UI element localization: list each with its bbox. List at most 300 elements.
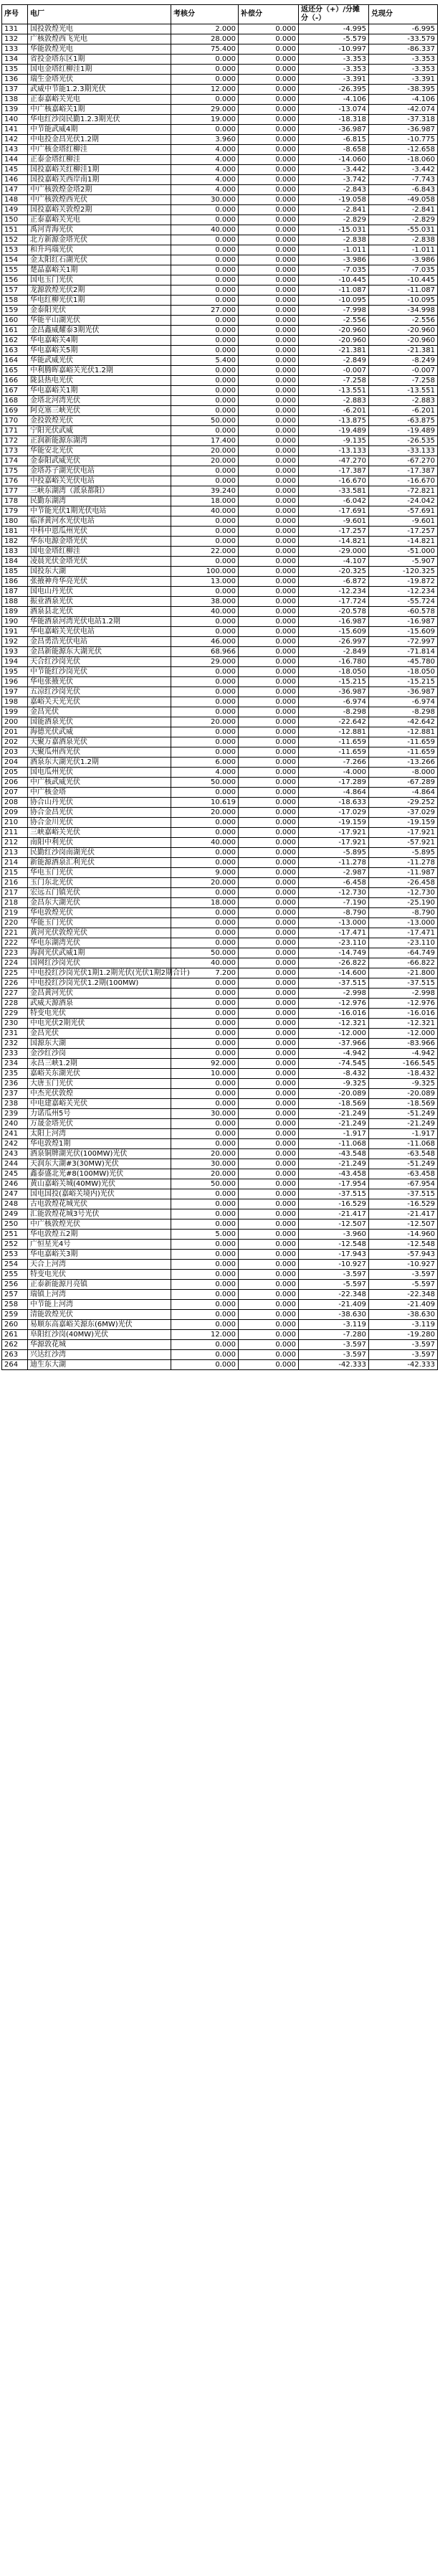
table-row [2,145,438,155]
return-share-score: -26.997 [299,637,369,647]
compensation-score: 0.000 [239,1310,299,1320]
compensation-score: 0.000 [239,1119,299,1129]
table-row [2,366,438,376]
return-share-score: -13.000 [299,918,369,928]
row-index: 169 [2,406,28,416]
compensation-score: 0.000 [239,316,299,326]
assessment-score: 0.000 [171,265,239,275]
assessment-score: 18.000 [171,496,239,506]
row-index: 230 [2,1019,28,1029]
row-index: 176 [2,476,28,486]
return-share-score: -16.016 [299,1009,369,1019]
compensation-score: 0.000 [239,1059,299,1069]
settlement-score: -13.551 [369,386,438,396]
settlement-score: -13.266 [369,758,438,768]
compensation-score: 0.000 [239,125,299,135]
return-share-score: -8.298 [299,707,369,717]
compensation-score: 0.000 [239,1099,299,1109]
plant-name: 玉门东北光伏 [28,878,171,888]
assessment-score: 0.000 [171,235,239,245]
table-row [2,577,438,587]
settlement-score: -36.987 [369,125,438,135]
assessment-score: 4.000 [171,185,239,195]
plant-name: 正泰新能源月亮镇 [28,1280,171,1290]
compensation-score: 0.000 [239,135,299,145]
return-share-score: -13.875 [299,416,369,426]
row-index: 228 [2,999,28,1009]
settlement-score: -4.942 [369,1049,438,1059]
plant-name: 金昌东大湖光伏 [28,898,171,908]
table-row [2,255,438,265]
settlement-score: -9.601 [369,516,438,527]
table-row [2,778,438,788]
return-share-score: -3.986 [299,255,369,265]
plant-name: 中电光伏2期光伏 [28,1019,171,1029]
plant-name: 金昌光伏 [28,1029,171,1039]
assessment-score: 10.619 [171,798,239,808]
settlement-score: -72.997 [369,637,438,647]
assessment-score: 0.000 [171,989,239,999]
settlement-score: -11.278 [369,858,438,868]
plant-name: 中杰光伏敦煌 [28,1089,171,1099]
settlement-score: -42.642 [369,717,438,727]
table-row [2,185,438,195]
compensation-score: 0.000 [239,1069,299,1079]
assessment-score: 0.000 [171,1260,239,1270]
table-row [2,597,438,607]
assessment-score: 22.000 [171,547,239,557]
plant-name: 正润新能源东湖湾 [28,436,171,446]
assessment-score: 0.000 [171,1360,239,1370]
compensation-score: 0.000 [239,677,299,687]
table-row [2,1300,438,1310]
assessment-score: 0.000 [171,1240,239,1250]
return-share-score: -1.917 [299,1129,369,1139]
plant-name: 龙源敦煌光伏2期 [28,286,171,296]
plant-name: 华能安北光伏 [28,446,171,456]
table-row [2,296,438,306]
row-index: 146 [2,175,28,185]
assessment-score: 29.000 [171,657,239,667]
assessment-score: 5.400 [171,356,239,366]
compensation-score: 0.000 [239,597,299,607]
header-compensation: 补偿分 [239,5,299,24]
assessment-score: 0.000 [171,587,239,597]
compensation-score: 0.000 [239,75,299,85]
plant-name: 华电红柳光伏1期 [28,296,171,306]
return-share-score: -3.742 [299,175,369,185]
plant-name: 中科中恩瓜州光伏 [28,527,171,537]
return-share-score: -20.578 [299,607,369,617]
settlement-score: -18.050 [369,667,438,677]
settlement-score: -6.995 [369,24,438,34]
plant-name: 中广核武威光伏 [28,778,171,788]
table-row [2,1079,438,1089]
row-index: 173 [2,446,28,456]
compensation-score: 0.000 [239,235,299,245]
row-index: 191 [2,627,28,637]
compensation-score: 0.000 [239,1320,299,1330]
return-share-score: -7.998 [299,306,369,316]
row-index: 172 [2,436,28,446]
assessment-score: 0.000 [171,316,239,326]
return-share-score: -3.960 [299,1230,369,1240]
plant-name: 酒泉县北光伏 [28,607,171,617]
compensation-score: 0.000 [239,828,299,838]
compensation-score: 0.000 [239,496,299,506]
settlement-score: -2.998 [369,989,438,999]
return-share-score: -21.417 [299,1209,369,1219]
plant-name: 华电嘉峪关3期 [28,1250,171,1260]
return-share-score: -17.029 [299,808,369,818]
assessment-score: 46.000 [171,637,239,647]
row-index: 143 [2,145,28,155]
row-index: 159 [2,306,28,316]
settlement-score: -67.289 [369,778,438,788]
table-row [2,326,438,336]
table-row [2,55,438,65]
row-index: 205 [2,768,28,778]
table-row [2,798,438,808]
return-share-score: -6.872 [299,577,369,587]
assessment-score: 0.000 [171,938,239,948]
assessment-score: 0.000 [171,1209,239,1219]
table-row [2,456,438,466]
table-row [2,818,438,828]
table-row [2,386,438,396]
return-share-score: -1.011 [299,245,369,255]
compensation-score: 0.000 [239,396,299,406]
return-share-score: -4.107 [299,557,369,567]
plant-name: 易顺东高嘉峪关源东(6MW)光伏 [28,1320,171,1330]
return-share-score: -14.600 [299,968,369,978]
plant-name: 中广核敦煌金塔2期 [28,185,171,195]
settlement-score: -3.986 [369,255,438,265]
return-share-score: -22.642 [299,717,369,727]
assessment-score: 0.000 [171,1290,239,1300]
compensation-score: 0.000 [239,527,299,537]
row-index: 158 [2,296,28,306]
compensation-score: 0.000 [239,627,299,637]
return-share-score: -15.215 [299,677,369,687]
row-index: 241 [2,1129,28,1139]
return-share-score: -5.579 [299,34,369,44]
table-row [2,1199,438,1209]
plant-name: 大唐玉门光伏 [28,1079,171,1089]
assessment-score: 30.000 [171,1159,239,1169]
return-share-score: -12.234 [299,587,369,597]
row-index: 153 [2,245,28,255]
header-index: 序号 [2,5,28,24]
settlement-score: -36.987 [369,687,438,697]
row-index: 240 [2,1119,28,1129]
table-row [2,537,438,547]
table-row [2,44,438,55]
row-index: 213 [2,848,28,858]
row-index: 227 [2,989,28,999]
plant-name: 国电瓜州光伏 [28,768,171,778]
row-index: 207 [2,788,28,798]
plant-name: 华电敦煌光伏 [28,908,171,918]
return-share-score: -23.110 [299,938,369,948]
settlement-score: -12.730 [369,888,438,898]
settlement-score: -11.068 [369,1139,438,1149]
compensation-score: 0.000 [239,918,299,928]
plant-name: 临泽黄河水光伏电站 [28,516,171,527]
compensation-score: 0.000 [239,366,299,376]
plant-name: 国源东大湖 [28,1039,171,1049]
table-row [2,848,438,858]
settlement-score: -38.395 [369,85,438,95]
return-share-score: -13.551 [299,386,369,396]
assessment-score: 3.960 [171,135,239,145]
assessment-score: 0.000 [171,406,239,416]
return-share-score: -36.987 [299,687,369,697]
row-index: 184 [2,557,28,567]
table-row [2,1260,438,1270]
plant-name: 协合山丹光伏 [28,798,171,808]
settlement-score: -3.597 [369,1270,438,1280]
assessment-score: 0.000 [171,366,239,376]
assessment-score: 0.000 [171,215,239,225]
assessment-score: 0.000 [171,788,239,798]
settlement-score: -15.215 [369,677,438,687]
row-index: 235 [2,1069,28,1079]
compensation-score: 0.000 [239,516,299,527]
table-row [2,587,438,597]
compensation-score: 0.000 [239,667,299,677]
plant-name: 宁阳光伏武威 [28,426,171,436]
compensation-score: 0.000 [239,456,299,466]
plant-name: 正泰嘉峪关光电 [28,95,171,105]
return-share-score: -18.050 [299,667,369,677]
compensation-score: 0.000 [239,446,299,456]
assessment-score: 13.000 [171,577,239,587]
compensation-score: 0.000 [239,165,299,175]
plant-name: 民勤东湖湾 [28,496,171,506]
assessment-score: 0.000 [171,326,239,336]
compensation-score: 0.000 [239,275,299,286]
compensation-score: 0.000 [239,637,299,647]
compensation-score: 0.000 [239,838,299,848]
table-row [2,195,438,205]
table-row [2,928,438,938]
settlement-score: -51.249 [369,1159,438,1169]
settlement-score: -4.106 [369,95,438,105]
assessment-score: 0.000 [171,527,239,537]
compensation-score: 0.000 [239,1340,299,1350]
row-index: 148 [2,195,28,205]
assessment-score: 30.000 [171,195,239,205]
table-row [2,34,438,44]
plant-name: 天聚瓜州西光伏 [28,747,171,758]
plant-name: 黄河光伏敦煌光伏 [28,928,171,938]
settlement-score: -21.417 [369,1209,438,1219]
assessment-score: 0.000 [171,1079,239,1089]
settlement-score: -55.031 [369,225,438,235]
table-row [2,356,438,366]
return-share-score: -6.458 [299,878,369,888]
return-share-score: -2.841 [299,205,369,215]
table-row [2,1019,438,1029]
settlement-score: -9.325 [369,1079,438,1089]
row-index: 142 [2,135,28,145]
assessment-score: 0.000 [171,1250,239,1260]
plant-name: 楚晶嘉峪关1期 [28,265,171,275]
plant-name: 汇能敦煌花城3号光伏 [28,1209,171,1219]
settlement-score: -21.800 [369,968,438,978]
compensation-score: 0.000 [239,1209,299,1219]
row-index: 174 [2,456,28,466]
settlement-score: -67.270 [369,456,438,466]
table-row [2,828,438,838]
assessment-score: 4.000 [171,165,239,175]
table-row [2,978,438,989]
return-share-score: -12.881 [299,727,369,737]
plant-name: 和升玛瑙光伏 [28,245,171,255]
compensation-score: 0.000 [239,1079,299,1089]
settlement-score: -18.569 [369,1099,438,1109]
assessment-score: 12.000 [171,1330,239,1340]
return-share-score: -6.201 [299,406,369,416]
settlement-score: -2.829 [369,215,438,225]
return-share-score: -17.289 [299,778,369,788]
plant-name: 瑞镇上河湾 [28,1290,171,1300]
settlement-score: -67.954 [369,1179,438,1189]
plant-name: 嘉峪关东湖光伏 [28,1069,171,1079]
settlement-score: -42.074 [369,105,438,115]
compensation-score: 0.000 [239,205,299,215]
plant-name: 华电东湖湾光伏 [28,938,171,948]
table-row [2,878,438,888]
compensation-score: 0.000 [239,607,299,617]
settlement-score: -12.321 [369,1019,438,1029]
assessment-score: 0.000 [171,737,239,747]
return-share-score: -43.548 [299,1149,369,1159]
table-row [2,1340,438,1350]
assessment-score: 0.000 [171,1189,239,1199]
table-row [2,547,438,557]
settlement-score: -2.556 [369,316,438,326]
compensation-score: 0.000 [239,928,299,938]
table-row [2,838,438,848]
return-share-score: -10.997 [299,44,369,55]
table-body [2,24,438,1370]
table-row [2,306,438,316]
table-row [2,1209,438,1219]
row-index: 160 [2,316,28,326]
table-row [2,466,438,476]
plant-name: 禹河青海光伏 [28,225,171,235]
compensation-score: 0.000 [239,386,299,396]
return-share-score: -21.249 [299,1119,369,1129]
assessment-score: 0.000 [171,65,239,75]
row-index: 208 [2,798,28,808]
settlement-score: -6.843 [369,185,438,195]
plant-name: 凌晨光伏金塔光伏 [28,557,171,567]
plant-name: 中节能上河湾 [28,1300,171,1310]
assessment-score: 40.000 [171,607,239,617]
compensation-score: 0.000 [239,356,299,366]
table-row [2,948,438,958]
plant-name: 华能酒泉河湾光伏电站1.2期 [28,617,171,627]
plant-name: 金昌光伏 [28,707,171,717]
row-index: 151 [2,225,28,235]
table-row [2,1069,438,1079]
compensation-score: 0.000 [239,1300,299,1310]
settlement-score: -71.814 [369,647,438,657]
return-share-score: -2.843 [299,185,369,195]
return-share-score: -7.280 [299,1330,369,1340]
assessment-score: 12.000 [171,85,239,95]
settlement-score: -12.658 [369,145,438,155]
row-index: 231 [2,1029,28,1039]
assessment-score: 0.000 [171,888,239,898]
return-share-score: -12.507 [299,1219,369,1230]
return-share-score: -17.943 [299,1250,369,1260]
settlement-score: -26.458 [369,878,438,888]
compensation-score: 0.000 [239,1149,299,1159]
settlement-score: -51.249 [369,1109,438,1119]
return-share-score: -8.790 [299,908,369,918]
assessment-score: 0.000 [171,677,239,687]
table-row [2,65,438,75]
compensation-score: 0.000 [239,1169,299,1179]
plant-name: 南阳中利光伏 [28,838,171,848]
return-share-score: -36.987 [299,125,369,135]
compensation-score: 0.000 [239,1270,299,1280]
assessment-score: 0.000 [171,245,239,255]
table-row [2,687,438,697]
compensation-score: 0.000 [239,346,299,356]
return-share-score: -3.442 [299,165,369,175]
plant-name: 天聚万嘉酒泉光伏 [28,737,171,747]
settlement-score: -15.609 [369,627,438,637]
assessment-score: 0.000 [171,707,239,717]
assessment-score: 0.000 [171,999,239,1009]
return-share-score: -21.409 [299,1300,369,1310]
plant-name: 国电国投(嘉峪关境内)光伏 [28,1189,171,1199]
plant-name: 省投金塔东区1期 [28,55,171,65]
settlement-score: -63.548 [369,1149,438,1159]
compensation-score: 0.000 [239,245,299,255]
return-share-score: -8.658 [299,145,369,155]
compensation-score: 0.000 [239,888,299,898]
table-row [2,165,438,175]
compensation-score: 0.000 [239,105,299,115]
return-share-score: -11.278 [299,858,369,868]
compensation-score: 0.000 [239,617,299,627]
assessment-score: 20.000 [171,446,239,456]
plant-name: 清能敦煌光伏 [28,1310,171,1320]
assessment-score: 0.000 [171,516,239,527]
assessment-score: 30.000 [171,1109,239,1119]
compensation-score: 0.000 [239,296,299,306]
plant-name: 国投敦煌光电 [28,24,171,34]
settlement-score: -12.548 [369,1240,438,1250]
return-share-score: -14.821 [299,537,369,547]
assessment-score: 92.000 [171,1059,239,1069]
compensation-score: 0.000 [239,1250,299,1260]
settlement-score: -55.724 [369,597,438,607]
table-row [2,1230,438,1240]
table-row [2,1280,438,1290]
table-row [2,24,438,34]
plant-name: 正泰嘉峪关光电 [28,215,171,225]
row-index: 199 [2,707,28,717]
plant-name: 阜阳红沙岗(40MW)光伏 [28,1330,171,1340]
settlement-score: -10.775 [369,135,438,145]
